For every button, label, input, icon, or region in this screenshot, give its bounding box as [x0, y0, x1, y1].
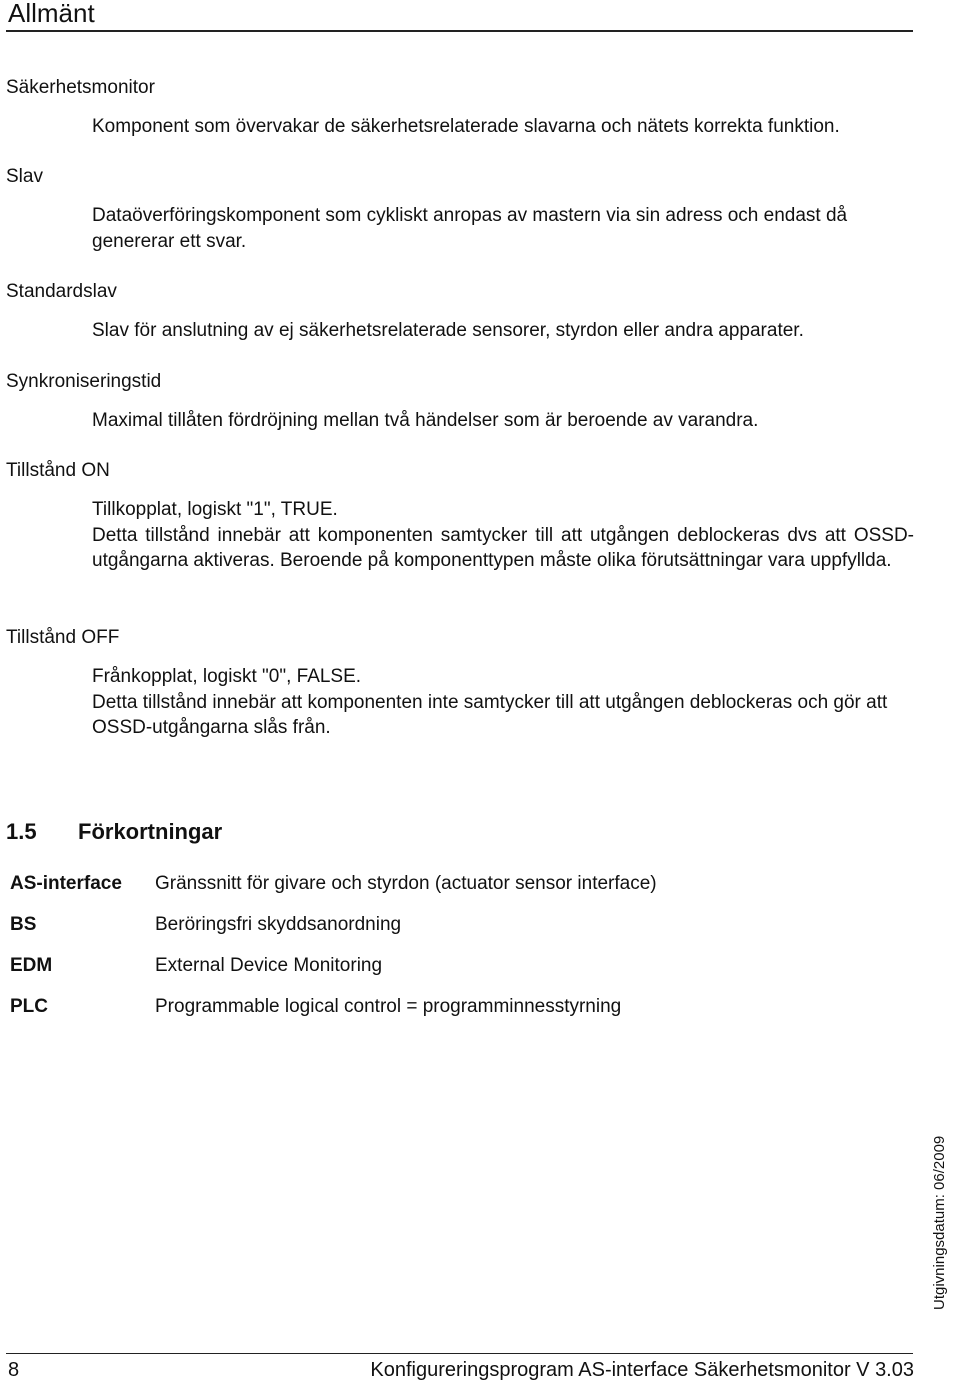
- abbreviation-meaning: Gränssnitt för givare och styrdon (actuator sensor interface): [155, 873, 657, 894]
- glossary-term: Slav: [6, 166, 43, 187]
- glossary-term: Tillstånd OFF: [6, 627, 120, 648]
- definition-line: Slav för anslutning av ej säkerhetsrelaterade sensorer, styrdon eller andra apparater.: [92, 320, 804, 341]
- glossary-term: Tillstånd ON: [6, 460, 110, 481]
- definition-line: Maximal tillåten fördröjning mellan två händelser som är beroende av varandra.: [92, 410, 759, 431]
- section-number: 1.5: [6, 819, 37, 844]
- section-heading: [6, 818, 222, 846]
- glossary-definition: [92, 318, 914, 344]
- document-title: Konfigureringsprogram AS-interface Säkerhetsmonitor V 3.03: [370, 1359, 914, 1381]
- glossary-definition: [92, 497, 914, 574]
- glossary-term: Säkerhetsmonitor: [6, 77, 155, 98]
- glossary-definition: [92, 408, 914, 434]
- definition-line: Detta tillstånd innebär att komponenten samtycker till att utgången deblockeras dvs att OSSD-utgångarna aktiveras. Beroende på komponenttypen måste olika förutsättningar vara uppfyllda.: [92, 524, 914, 571]
- page-title: Allmänt: [8, 0, 95, 28]
- abbreviation-meaning: Programmable logical control = programminnesstyrning: [155, 996, 622, 1017]
- glossary-term: Standardslav: [6, 281, 117, 302]
- glossary-definition: [92, 664, 914, 741]
- glossary-term: Synkroniseringstid: [6, 371, 162, 392]
- definition-line: Komponent som övervakar de säkerhetsrelaterade slavarna och nätets korrekta funktion.: [92, 116, 840, 137]
- definition-line: Frånkopplat, logiskt "0", FALSE.: [92, 666, 362, 687]
- section-title: Förkortningar: [78, 819, 223, 844]
- abbreviation-meaning: External Device Monitoring: [155, 955, 383, 976]
- header-rule: [6, 30, 913, 32]
- footer-rule: [6, 1353, 913, 1354]
- glossary-definition: [92, 203, 914, 254]
- issue-date: Utgivningsdatum: 06/2009: [931, 1135, 948, 1310]
- abbreviation-term: EDM: [10, 955, 53, 976]
- page-number: 8: [8, 1359, 20, 1381]
- abbreviation-term: AS-interface: [10, 873, 122, 894]
- abbreviation-meaning: Beröringsfri skyddsanordning: [155, 914, 402, 935]
- definition-line: Tillkopplat, logiskt "1", TRUE.: [92, 499, 338, 520]
- abbreviation-term: BS: [10, 914, 37, 935]
- definition-line: Detta tillstånd innebär att komponenten inte samtycker till att utgången deblockeras och gör att OSSD-utgångarna slås från.: [92, 691, 888, 738]
- definition-line: Dataöverföringskomponent som cykliskt anropas av mastern via sin adress och endast då genererar ett svar.: [92, 205, 848, 252]
- abbreviation-term: PLC: [10, 996, 48, 1017]
- glossary-definition: [92, 114, 914, 140]
